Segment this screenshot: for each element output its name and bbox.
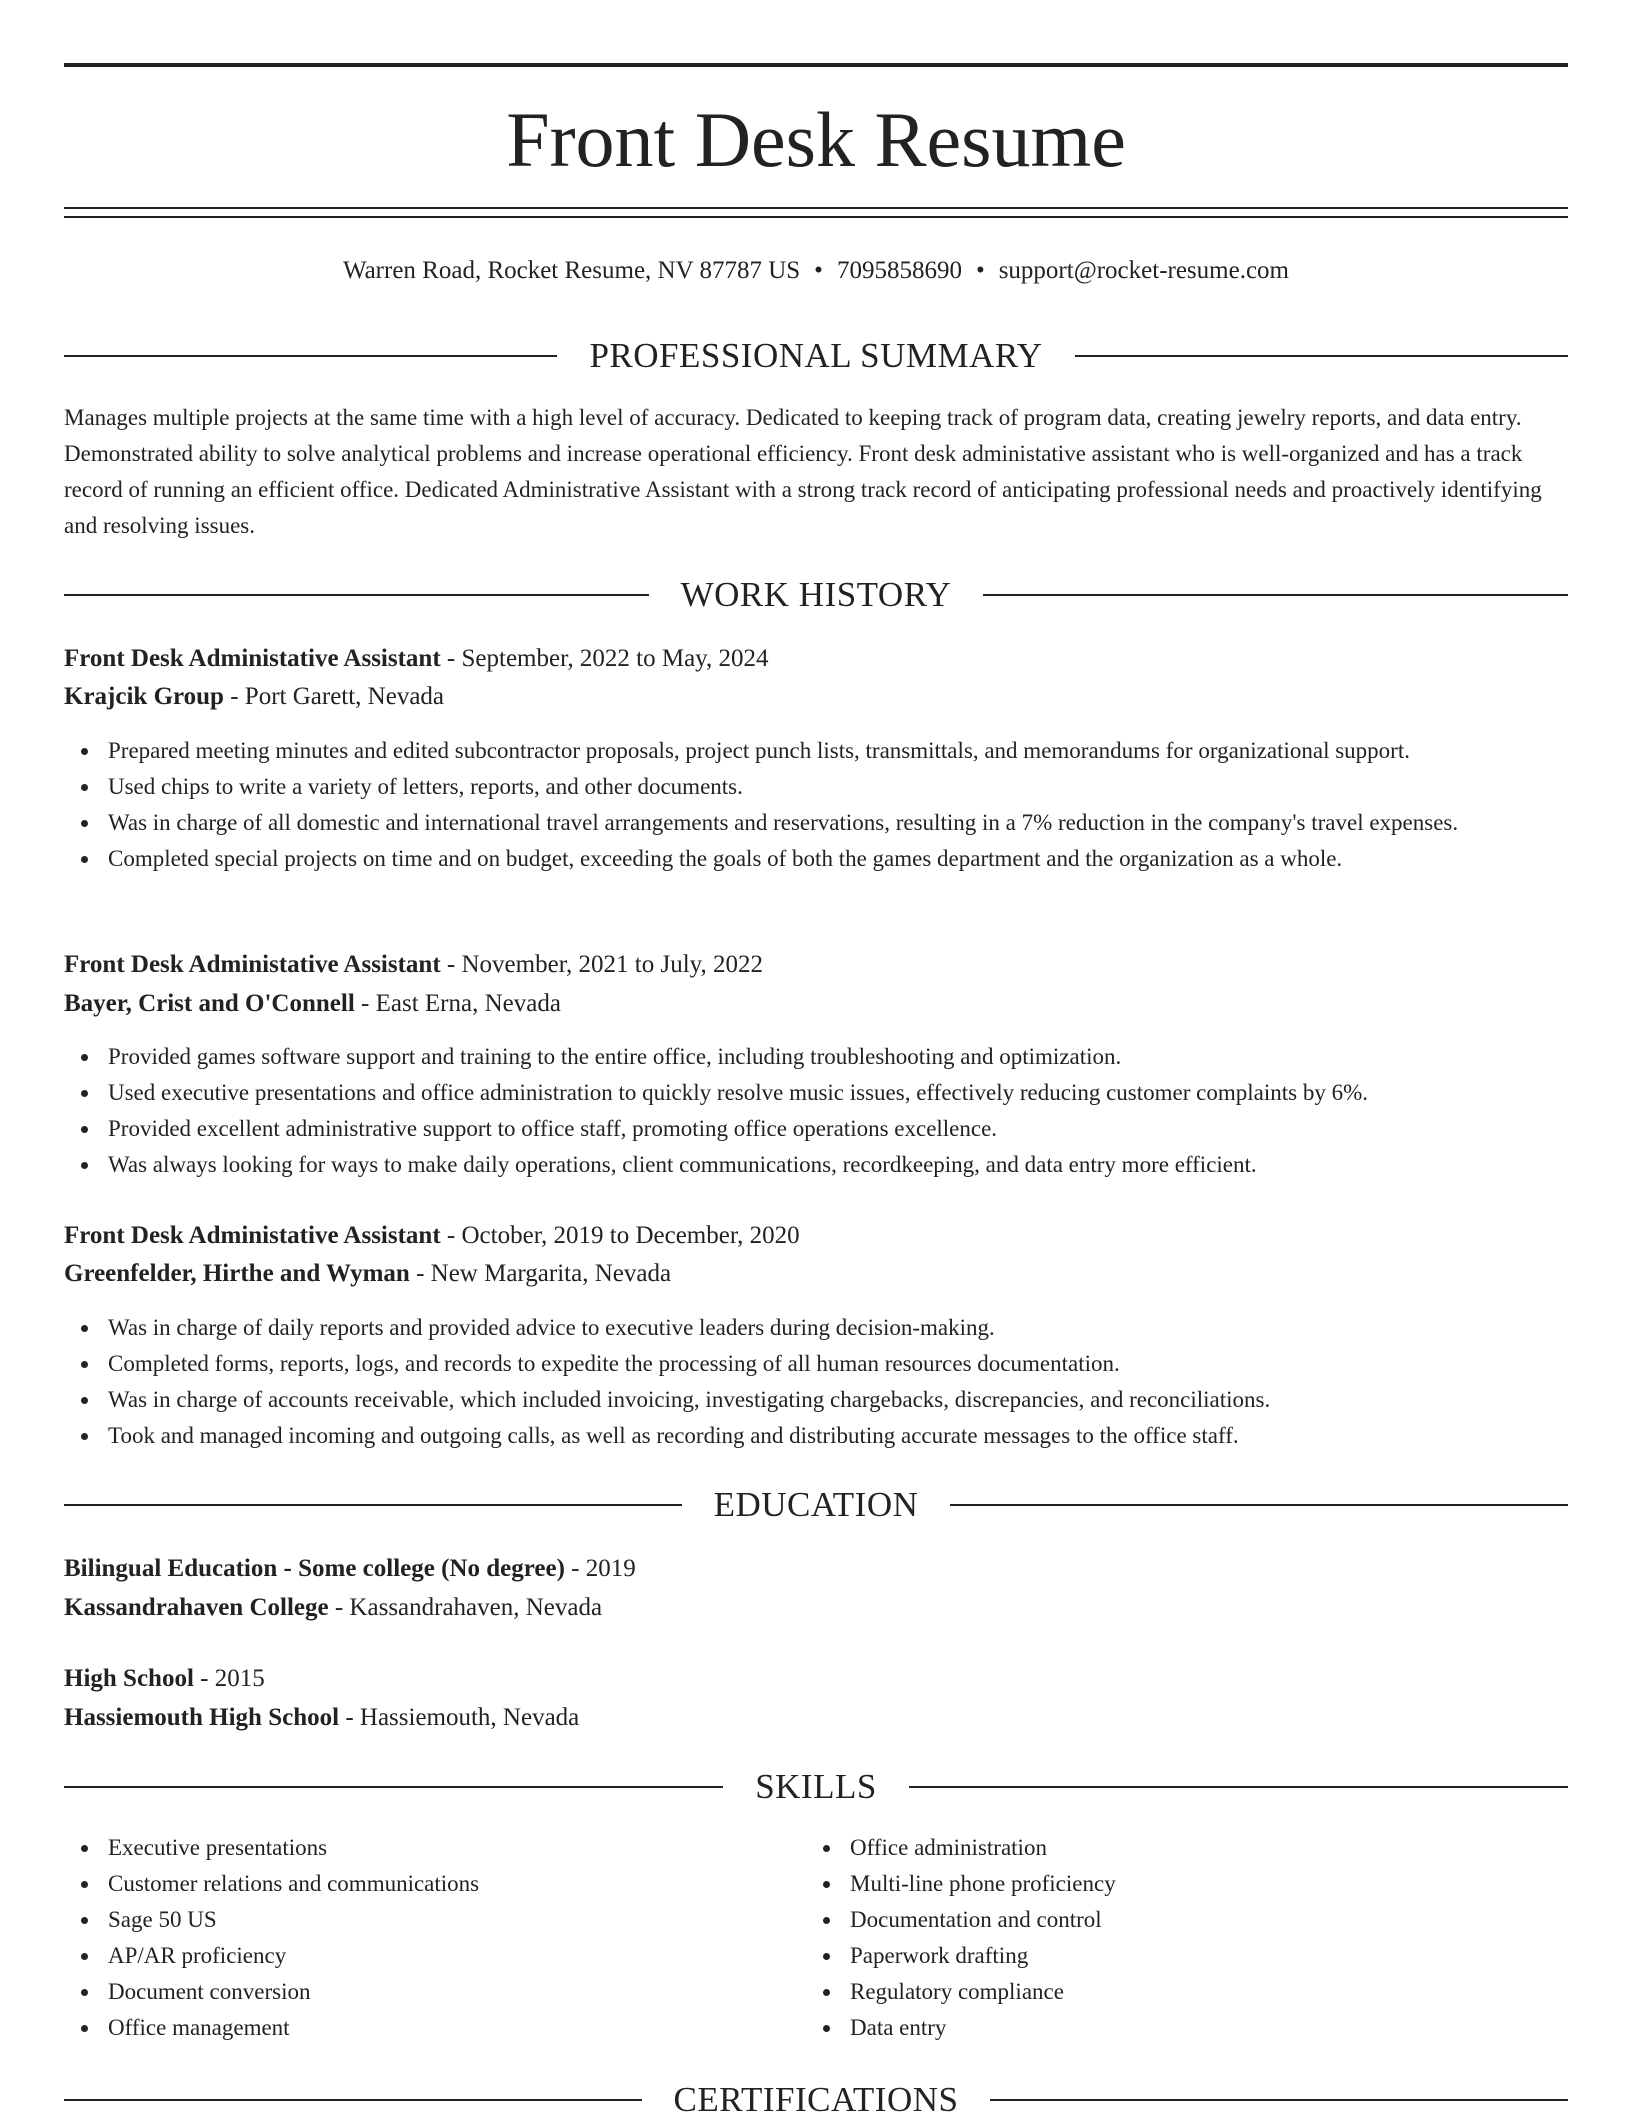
education-location: - Hassiemouth, Nevada: [339, 1704, 580, 1731]
list-item: Sage 50 US: [108, 1902, 764, 1938]
list-item: Office administration: [850, 1830, 1506, 1866]
list-item: Customer relations and communications: [108, 1866, 764, 1902]
list-item: Provided excellent administrative support to office staff, promoting office operations excellence.: [108, 1111, 1568, 1147]
skills-list: [806, 1830, 1506, 2046]
list-item: Used executive presentations and office administration to quickly resolve music issues, effectively reducing customer complaints by 6%.: [108, 1075, 1568, 1111]
header-top-rule: [64, 63, 1568, 67]
list-item: Was in charge of all domestic and international travel arrangements and reservations, resulting in a 7% reduction in the company's travel expenses.: [108, 805, 1568, 841]
job-title: Front Desk Administative Assistant: [64, 951, 441, 978]
heading-rule: [909, 1786, 1568, 1788]
list-item: Was always looking for ways to make daily operations, client communications, recordkeeping, and data entry more efficient.: [108, 1147, 1568, 1183]
job-bullets: [64, 1039, 1568, 1183]
section-title: SKILLS: [755, 1767, 877, 1806]
job-location: - New Margarita, Nevada: [409, 1260, 672, 1287]
list-item: Document conversion: [108, 1974, 764, 2010]
list-item: Paperwork drafting: [850, 1938, 1506, 1974]
education-school: Kassandrahaven College: [64, 1594, 329, 1621]
job-title-line: [64, 641, 769, 677]
list-item: Documentation and control: [850, 1902, 1506, 1938]
section-heading-certifications: [64, 2080, 1568, 2120]
job-location: - Port Garett, Nevada: [223, 683, 445, 710]
education-degree-line: [64, 1551, 636, 1587]
list-item: Completed special projects on time and on budget, exceeding the goals of both the games department and the organization as a whole.: [108, 841, 1568, 877]
contact-address: Warren Road, Rocket Resume, NV 87787 US: [342, 257, 801, 284]
page-title: Front Desk Resume: [506, 96, 1126, 183]
section-heading-summary: [64, 336, 1568, 376]
education-degree-line: [64, 1661, 265, 1697]
section-title: CERTIFICATIONS: [673, 2080, 959, 2119]
job-title-line: [64, 947, 763, 983]
job-location: - East Erna, Nevada: [354, 990, 561, 1017]
job-dates: - October, 2019 to December, 2020: [440, 1222, 800, 1249]
list-item: AP/AR proficiency: [108, 1938, 764, 1974]
skills-column-right: [806, 1830, 1506, 2046]
list-item: Prepared meeting minutes and edited subcontractor proposals, project punch lists, transmittals, and memorandums for organizational support.: [108, 733, 1568, 769]
header-rule-1: [64, 207, 1568, 209]
list-item: Was in charge of accounts receivable, which included invoicing, investigating chargebacks, discrepancies, and reconciliations.: [108, 1382, 1568, 1418]
list-item: Multi-line phone proficiency: [850, 1866, 1506, 1902]
job-bullets: [64, 1310, 1568, 1454]
heading-rule: [983, 594, 1568, 596]
education-degree: Bilingual Education - Some college (No degree): [64, 1555, 565, 1582]
contact-separator: •: [814, 257, 823, 284]
contact-email: support@rocket-resume.com: [998, 257, 1289, 284]
list-item: Executive presentations: [108, 1830, 764, 1866]
contact-line: [64, 254, 1568, 288]
summary-text: Manages multiple projects at the same time with a high level of accuracy. Dedicated to keeping track of program data, creating jewelry reports, and data entry. Demonstrated ability to solve analytical problems and increase operational efficiency. Front desk administative assistant who is well-organized and has a track record of running an efficient office. Dedicated Administrative Assistant with a strong track record of anticipating professional needs and proactively identifying and resolving issues.: [64, 405, 1542, 538]
job-company: Greenfelder, Hirthe and Wyman: [64, 1260, 410, 1287]
heading-rule: [64, 1504, 682, 1506]
education-school-line: [64, 1590, 602, 1626]
job-company: Bayer, Crist and O'Connell: [64, 990, 355, 1017]
job-title: Front Desk Administative Assistant: [64, 645, 441, 672]
heading-rule: [990, 2099, 1568, 2101]
skills-list: [64, 1830, 764, 2046]
job-org-line: [64, 986, 561, 1022]
list-item: Used chips to write a variety of letters, reports, and other documents.: [108, 769, 1568, 805]
list-item: Regulatory compliance: [850, 1974, 1506, 2010]
heading-rule: [64, 594, 649, 596]
list-item: Completed forms, reports, logs, and records to expedite the processing of all human resources documentation.: [108, 1346, 1568, 1382]
list-item: Office management: [108, 2010, 764, 2046]
heading-rule: [64, 1786, 723, 1788]
contact-phone: 7095858690: [836, 257, 962, 284]
section-heading-education: [64, 1485, 1568, 1525]
heading-rule: [64, 355, 557, 357]
job-dates: - November, 2021 to July, 2022: [440, 951, 764, 978]
education-year: - 2015: [193, 1665, 265, 1692]
education-location: - Kassandrahaven, Nevada: [328, 1594, 603, 1621]
education-year: - 2019: [564, 1555, 636, 1582]
education-school-line: [64, 1700, 579, 1736]
list-item: Was in charge of daily reports and provided advice to executive leaders during decision-making.: [108, 1310, 1568, 1346]
job-title: Front Desk Administative Assistant: [64, 1222, 441, 1249]
contact-separator: •: [975, 257, 985, 284]
education-school: Hassiemouth High School: [64, 1704, 340, 1731]
header-rule-2: [64, 216, 1568, 218]
list-item: Data entry: [850, 2010, 1506, 2046]
list-item: Took and managed incoming and outgoing calls, as well as recording and distributing accurate messages to the office staff.: [108, 1418, 1568, 1454]
heading-rule: [1075, 355, 1568, 357]
section-heading-work: [64, 575, 1568, 615]
job-org-line: [64, 679, 444, 715]
skills-column-left: [64, 1830, 764, 2046]
heading-rule: [64, 2099, 642, 2101]
job-org-line: [64, 1256, 671, 1292]
list-item: Provided games software support and training to the entire office, including troubleshooting and optimization.: [108, 1039, 1568, 1075]
job-company: Krajcik Group: [64, 683, 224, 710]
education-degree: High School: [64, 1665, 194, 1692]
section-title: EDUCATION: [713, 1485, 919, 1524]
job-bullets: [64, 733, 1568, 877]
section-heading-skills: [64, 1767, 1568, 1807]
section-title: WORK HISTORY: [680, 575, 952, 614]
section-title: PROFESSIONAL SUMMARY: [589, 336, 1043, 375]
job-dates: - September, 2022 to May, 2024: [440, 645, 769, 672]
heading-rule: [950, 1504, 1568, 1506]
job-title-line: [64, 1218, 800, 1254]
